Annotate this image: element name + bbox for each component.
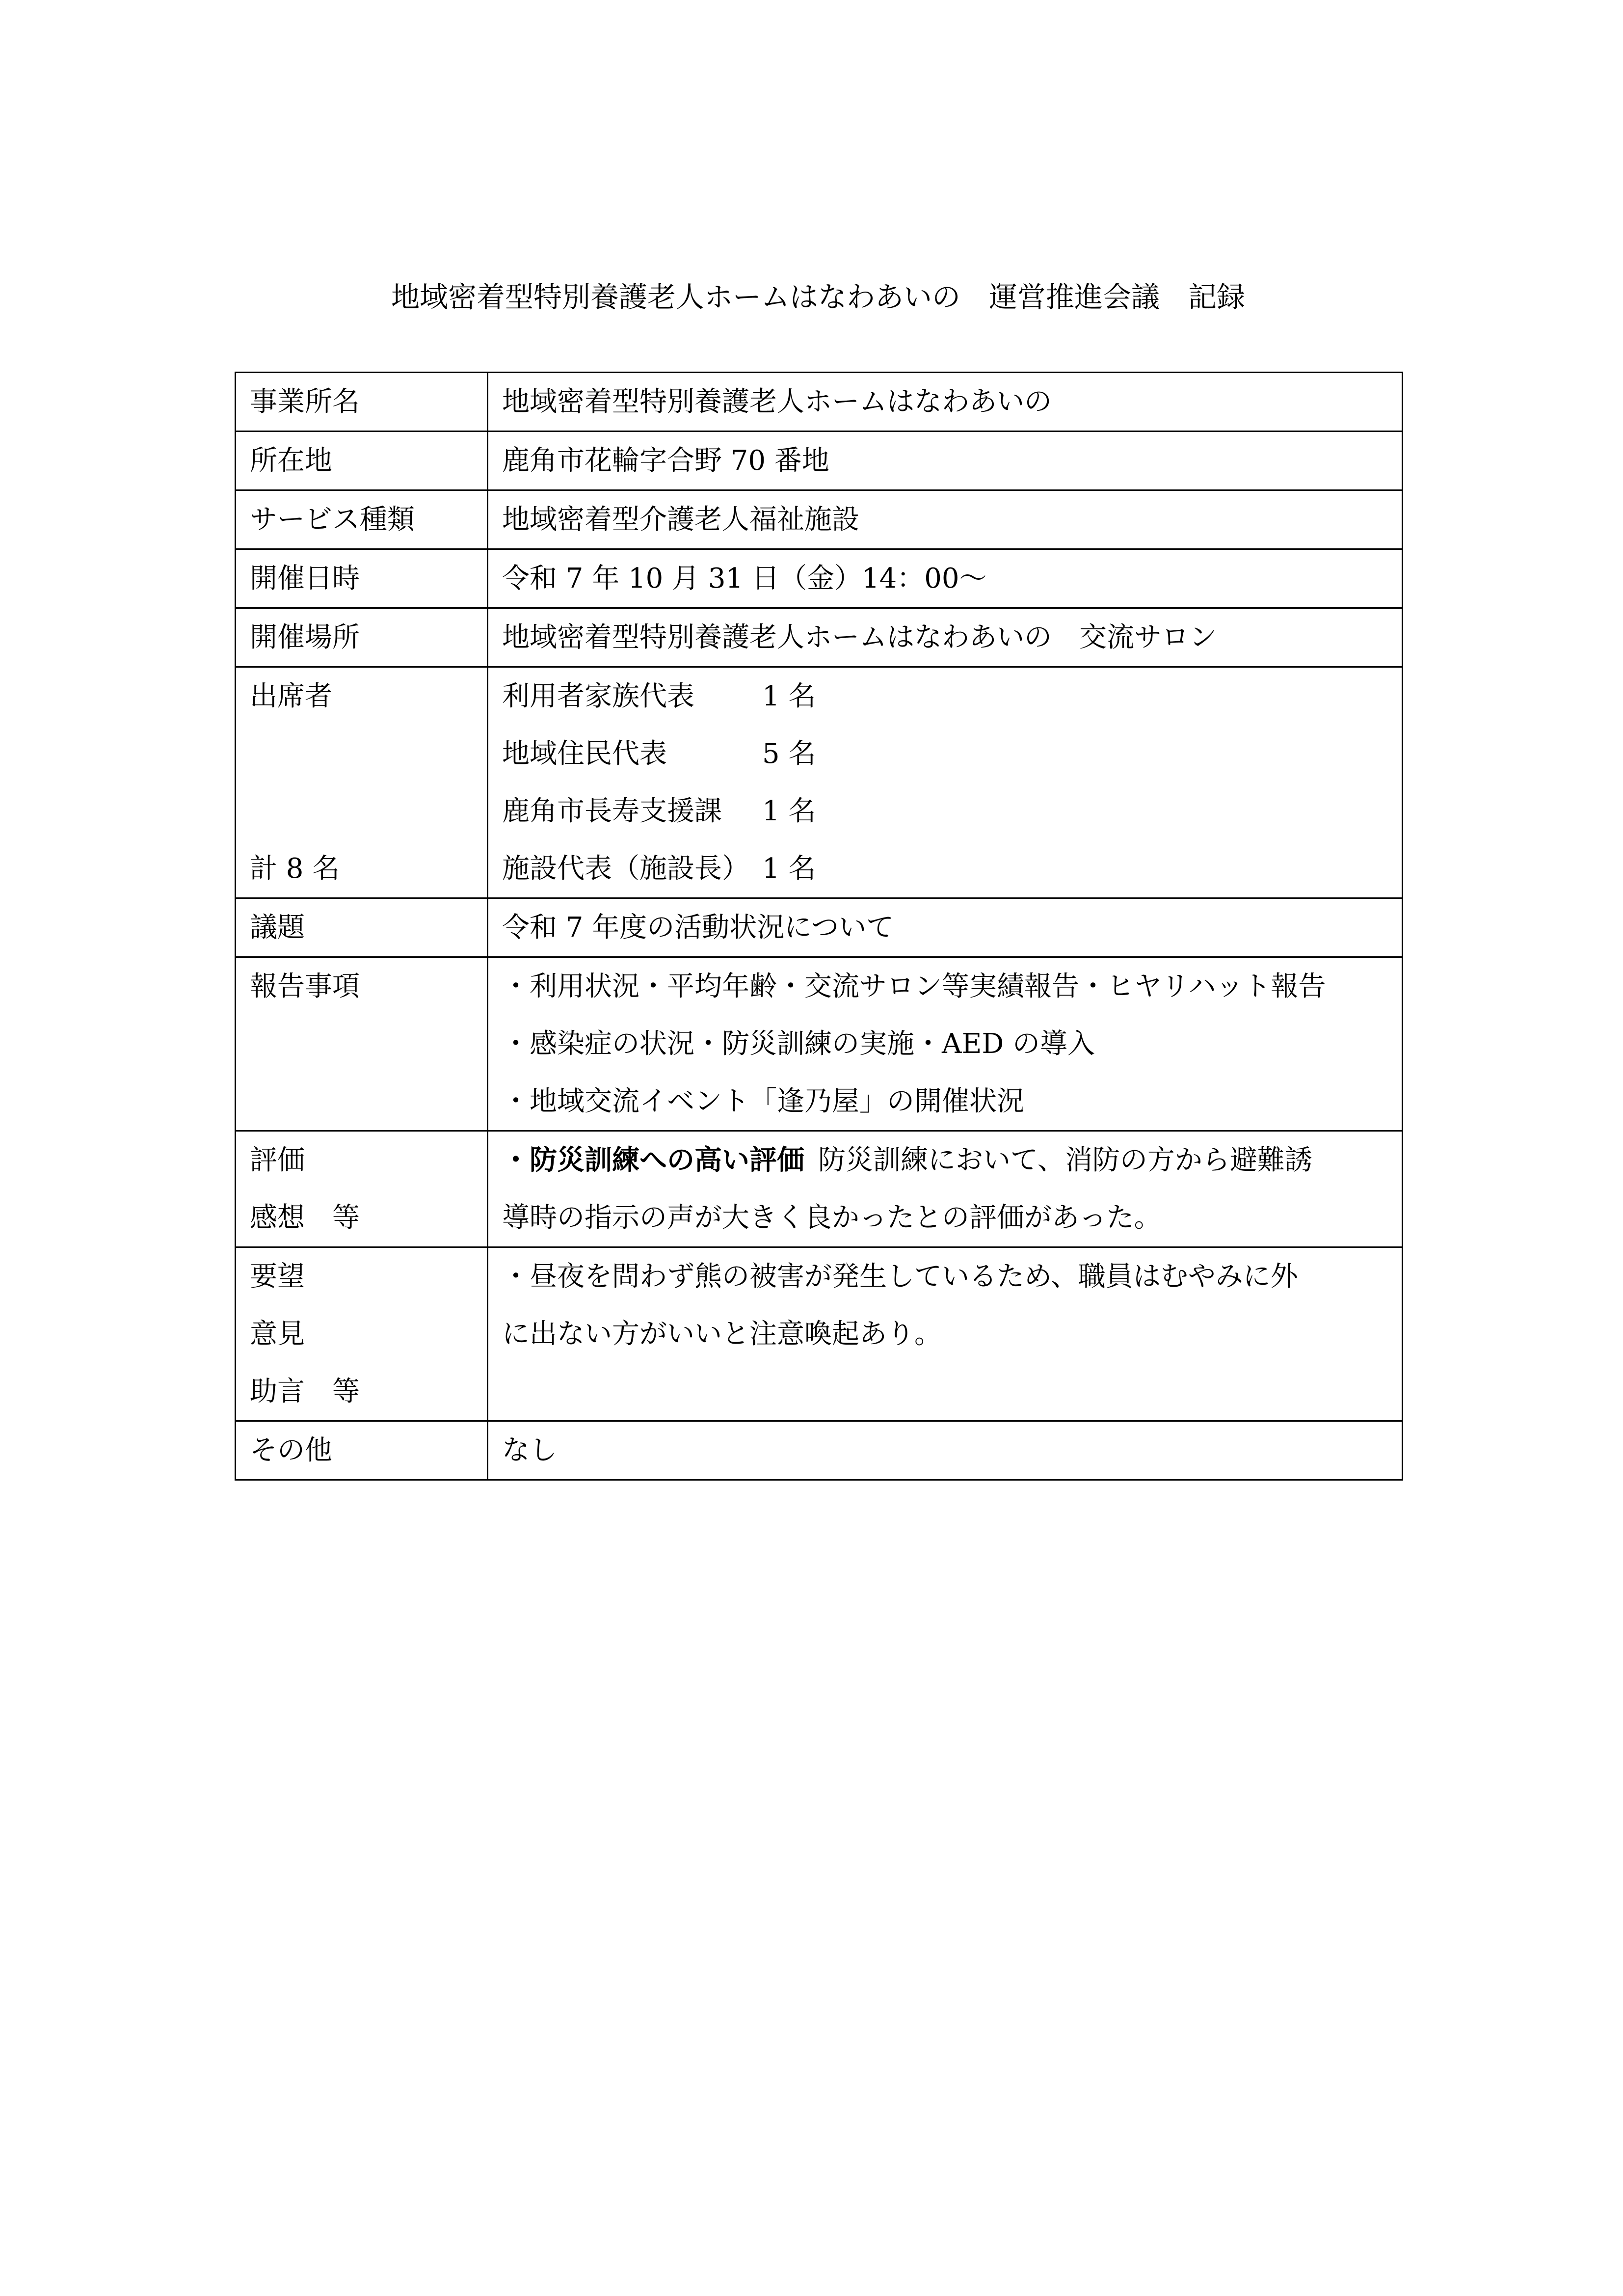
- requests-label-cell: [236, 1247, 488, 1421]
- requests-label-3: 助言 等: [250, 1376, 360, 1407]
- table-row: [236, 549, 1403, 608]
- table-row: [236, 1421, 1403, 1480]
- table-row: [236, 490, 1403, 549]
- table-row: [236, 898, 1403, 957]
- attendee-item: [502, 725, 1388, 783]
- other-label: その他: [236, 1421, 488, 1480]
- address-value: 鹿角市花輪字合野 70 番地: [488, 432, 1403, 490]
- record-table: [235, 372, 1403, 1481]
- evaluation-label: 評価: [250, 1144, 305, 1176]
- table-row: [236, 373, 1403, 432]
- attendee-name: 施設代表（施設長）: [502, 853, 749, 885]
- table-row: [236, 432, 1403, 490]
- evaluation-text-cont: 導時の指示の声が大きく良かったとの評価があった。: [502, 1202, 1162, 1234]
- attendee-count: 1 名: [762, 680, 816, 712]
- reports-label: 報告事項: [236, 957, 488, 1131]
- attendee-count: 5 名: [762, 738, 816, 770]
- requests-label: 要望: [250, 1261, 305, 1293]
- evaluation-value-cell: [488, 1131, 1403, 1247]
- other-value: なし: [488, 1421, 1403, 1480]
- evaluation-label-cell: [236, 1131, 488, 1247]
- attendees-label: 出席者: [250, 680, 332, 712]
- attendee-name: 地域住民代表: [502, 738, 667, 770]
- table-row: [236, 608, 1403, 667]
- attendee-item: [502, 668, 1388, 725]
- attendees-total: 計 8 名: [250, 853, 340, 885]
- attendee-count: 1 名: [762, 795, 816, 827]
- service-label: サービス種類: [236, 490, 488, 549]
- requests-text: ・昼夜を問わず熊の被害が発生しているため、職員はむやみに外: [502, 1261, 1298, 1293]
- report-item: ・地域交流イベント「逢乃屋」の開催状況: [502, 1085, 1024, 1117]
- office-label: 事業所名: [236, 373, 488, 432]
- table-row: [236, 667, 1403, 898]
- agenda-value: 令和 7 年度の活動状況について: [488, 898, 1403, 957]
- attendee-name: 利用者家族代表: [502, 680, 694, 712]
- page-title: 地域密着型特別養護老人ホームはなわあいの 運営推進会議 記録: [391, 280, 1245, 314]
- attendees-label-cell: [236, 667, 488, 898]
- service-value: 地域密着型介護老人福祉施設: [488, 490, 1403, 549]
- attendee-item: [502, 840, 1388, 897]
- attendees-value-cell: [488, 667, 1403, 898]
- table-row: [236, 1131, 1403, 1247]
- requests-label-2: 意見: [250, 1318, 305, 1350]
- table-row: [236, 957, 1403, 1131]
- venue-value: 地域密着型特別養護老人ホームはなわあいの 交流サロン: [488, 608, 1403, 667]
- address-label: 所在地: [236, 432, 488, 490]
- requests-text-cont: に出ない方がいいと注意喚起あり。: [502, 1318, 942, 1350]
- table-row: [236, 1247, 1403, 1421]
- venue-label: 開催場所: [236, 608, 488, 667]
- attendee-item: [502, 783, 1388, 840]
- datetime-label: 開催日時: [236, 549, 488, 608]
- attendee-name: 鹿角市長寿支援課: [502, 795, 722, 827]
- report-item: ・利用状況・平均年齢・交流サロン等実績報告・ヒヤリハット報告: [502, 971, 1326, 1002]
- datetime-value: 令和 7 年 10 月 31 日（金）14：00～: [488, 549, 1403, 608]
- evaluation-label-sub: 感想 等: [250, 1202, 360, 1234]
- agenda-label: 議題: [236, 898, 488, 957]
- reports-value-cell: [488, 957, 1403, 1131]
- report-item: ・感染症の状況・防災訓練の実施・AED の導入: [502, 1028, 1095, 1060]
- evaluation-text: 防災訓練において、消防の方から避難誘: [818, 1144, 1312, 1176]
- evaluation-heading: ・防災訓練への高い評価: [502, 1144, 804, 1176]
- office-value: 地域密着型特別養護老人ホームはなわあいの: [488, 373, 1403, 432]
- attendee-count: 1 名: [762, 853, 816, 885]
- requests-value-cell: [488, 1247, 1403, 1421]
